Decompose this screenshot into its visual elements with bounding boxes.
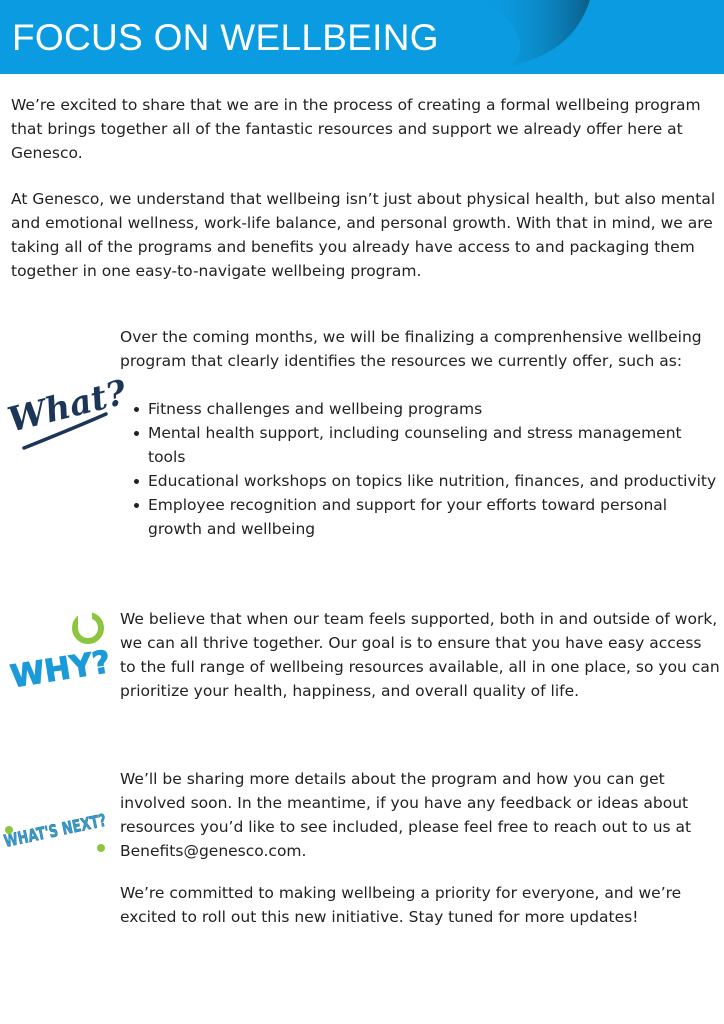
why-graphic: [8, 608, 114, 696]
why-graphic-text: WHY?: [8, 643, 114, 696]
resources-list: [120, 397, 720, 541]
whats-next-text-2: We’re committed to making wellbeing a priority for everyone, and we’re excited to roll out this new initiative. Stay tuned for more updates!: [120, 884, 682, 926]
whats-next-graphic: [2, 790, 144, 870]
intro-paragraph-2: At Genesco, we understand that wellbeing isn’t just about physical health, but also mental and emotional wellness, work-life balance, and personal growth. With that in mind, we are taking all of the programs and benefits you already have access to and packaging them together in one easy-to-navigate wellbeing program.: [11, 190, 716, 280]
what-graphic: [3, 368, 131, 452]
list-item: Employee recognition and support for your efforts toward personal growth and wellbeing: [120, 493, 720, 541]
what-graphic-text: What?: [3, 372, 131, 441]
list-item: Educational workshops on topics like nutrition, finances, and productivity: [120, 469, 720, 493]
why-text: We believe that when our team feels supported, both in and outside of work, we can all thrive together. Our goal is to ensure that you have easy access to the full range of wellbeing resources available, all in one place, so you can prioritize your health, happiness, and overall quality of life.: [120, 610, 720, 700]
list-item: Mental health support, including counseling and stress management tools: [120, 421, 720, 469]
page-title: FOCUS ON WELLBEING: [12, 17, 439, 58]
header-banner: [0, 0, 724, 74]
whats-next-graphic-text: WHAT'S NEXT?: [2, 803, 144, 852]
what-intro-text: Over the coming months, we will be finalizing a comprenhensive wellbeing program that clearly identifies the resources we currently offer, such as:: [120, 328, 702, 370]
whats-next-text-1: We’ll be sharing more details about the program and how you can get involved soon. In the meantime, if you have any feedback or ideas about resources you’d like to see included, please feel free to reach out to us at Benefits@genesco.com.: [120, 770, 692, 860]
intro-paragraph-1: We’re excited to share that we are in the process of creating a formal wellbeing program that brings together all of the fantastic resources and support we already offer here at Genesco.: [11, 96, 701, 162]
list-item: Fitness challenges and wellbeing programs: [120, 397, 720, 421]
